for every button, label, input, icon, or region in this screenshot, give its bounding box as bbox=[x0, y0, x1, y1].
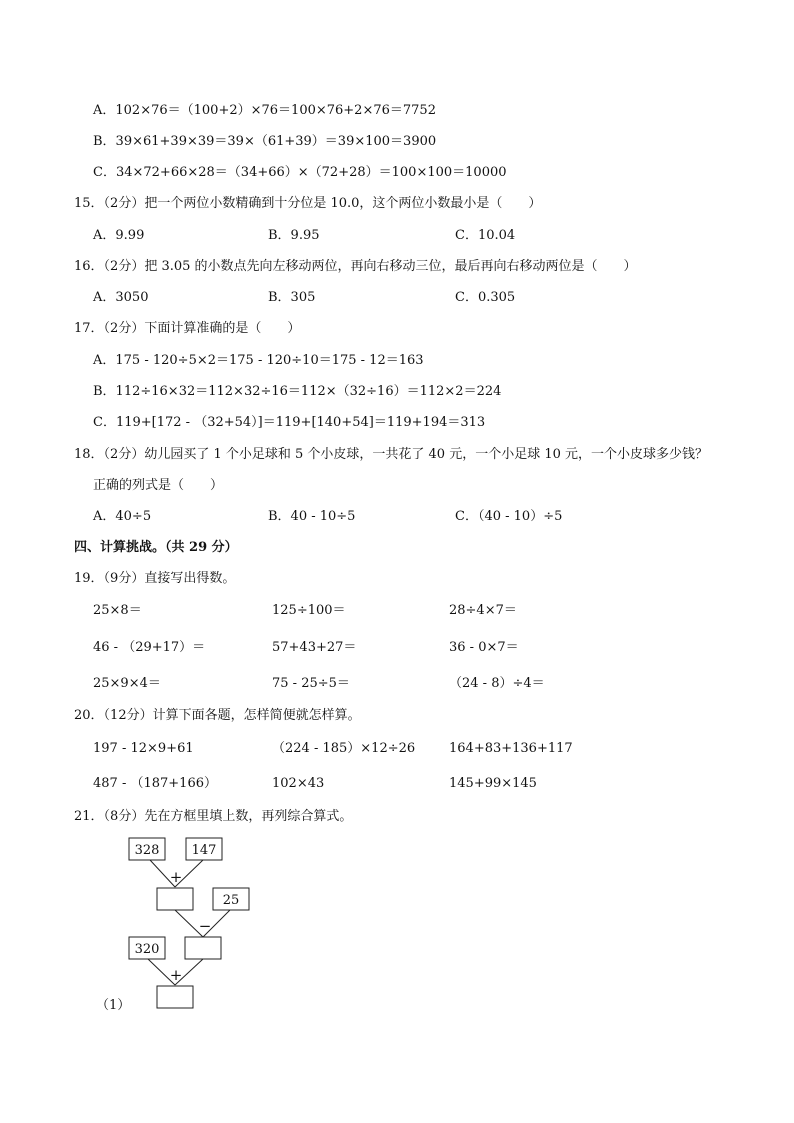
q20-stem: 20．（12分）计算下面各题，怎样简便就怎样算。 bbox=[74, 708, 361, 723]
plus-sign: + bbox=[169, 966, 183, 984]
plus-sign: + bbox=[169, 868, 183, 886]
box-value: 328 bbox=[134, 843, 160, 858]
q17-option-a: A．175 - 120÷5×2＝175 - 120÷10＝175 - 12＝163 bbox=[93, 353, 424, 368]
q20-item: 145+99×145 bbox=[449, 776, 537, 791]
q14-option-b: B．39×61+39×39＝39×（61+39）＝39×100＝3900 bbox=[93, 134, 437, 149]
q18-stem: 18．（2分）幼儿园买了 1 个小足球和 5 个小皮球，一共花了 40 元，一个小足球 10 元，一个小皮球多少钱？ bbox=[74, 447, 708, 462]
q19-item: 125÷100＝ bbox=[272, 603, 346, 618]
q18-option-c: C．（40 - 10）÷5 bbox=[455, 509, 563, 524]
q16-option-b: B．305 bbox=[268, 290, 316, 305]
q16-stem: 16．（2分）把 3.05 的小数点先向左移动两位，再向右移动三位，最后再向右移动两位是（ ） bbox=[74, 259, 637, 274]
q19-item: 25×9×4＝ bbox=[93, 676, 161, 691]
blank-answer-box[interactable] bbox=[157, 888, 193, 910]
q19-item: 75 - 25÷5＝ bbox=[272, 676, 350, 691]
section-heading: 四、计算挑战。（共 29 分） bbox=[74, 540, 238, 555]
q19-item: 36 - 0×7＝ bbox=[449, 640, 519, 655]
q14-option-a: A．102×76＝（100+2）×76＝100×76+2×76＝7752 bbox=[93, 103, 436, 118]
minus-sign: − bbox=[198, 917, 212, 935]
q17-stem: 17．（2分）下面计算准确的是（ ） bbox=[74, 321, 301, 336]
q19-item: （24 - 8）÷4＝ bbox=[449, 676, 545, 691]
sub-question-label: （1） bbox=[96, 998, 131, 1013]
q18-stem-continued: 正确的列式是（ ） bbox=[93, 478, 224, 493]
q15-option-c: C．10.04 bbox=[455, 228, 516, 243]
q20-item: 102×43 bbox=[272, 776, 325, 791]
q15-stem: 15．（2分）把一个两位小数精确到十分位是 10.0，这个两位小数最小是（ ） bbox=[74, 196, 542, 211]
q16-option-c: C．0.305 bbox=[455, 290, 516, 305]
q21-stem: 21．（8分）先在方框里填上数，再列综合算式。 bbox=[74, 809, 353, 824]
q15-option-a: A．9.99 bbox=[93, 228, 145, 243]
q15-option-b: B．9.95 bbox=[268, 228, 320, 243]
q18-option-a: A．40÷5 bbox=[93, 509, 152, 524]
q19-item: 28÷4×7＝ bbox=[449, 603, 517, 618]
box-value: 147 bbox=[191, 843, 217, 858]
q19-item: 25×8＝ bbox=[93, 603, 142, 618]
q17-option-b: B．112÷16×32＝112×32÷16＝112×（32÷16）＝112×2＝224 bbox=[93, 384, 502, 399]
q19-item: 57+43+27＝ bbox=[272, 640, 357, 655]
blank-answer-box[interactable] bbox=[157, 986, 193, 1008]
q20-item: 487 - （187+166） bbox=[93, 776, 217, 791]
q16-option-a: A．3050 bbox=[93, 290, 149, 305]
q17-option-c: C．119+[172 - （32+54）]＝119+[140+54]＝119+194＝313 bbox=[93, 415, 486, 430]
q18-option-b: B．40 - 10÷5 bbox=[268, 509, 356, 524]
q20-item: 164+83+136+117 bbox=[449, 741, 573, 756]
q20-item: 197 - 12×9+61 bbox=[93, 741, 194, 756]
q14-option-c: C．34×72+66×28＝（34+66）×（72+28）＝100×100＝10000 bbox=[93, 165, 507, 180]
q19-item: 46 - （29+17）＝ bbox=[93, 640, 206, 655]
box-value: 320 bbox=[134, 942, 160, 957]
box-value: 25 bbox=[222, 893, 240, 908]
q19-stem: 19．（9分）直接写出得数。 bbox=[74, 571, 236, 586]
blank-answer-box[interactable] bbox=[185, 937, 221, 959]
q20-item: （224 - 185）×12÷26 bbox=[272, 741, 416, 756]
